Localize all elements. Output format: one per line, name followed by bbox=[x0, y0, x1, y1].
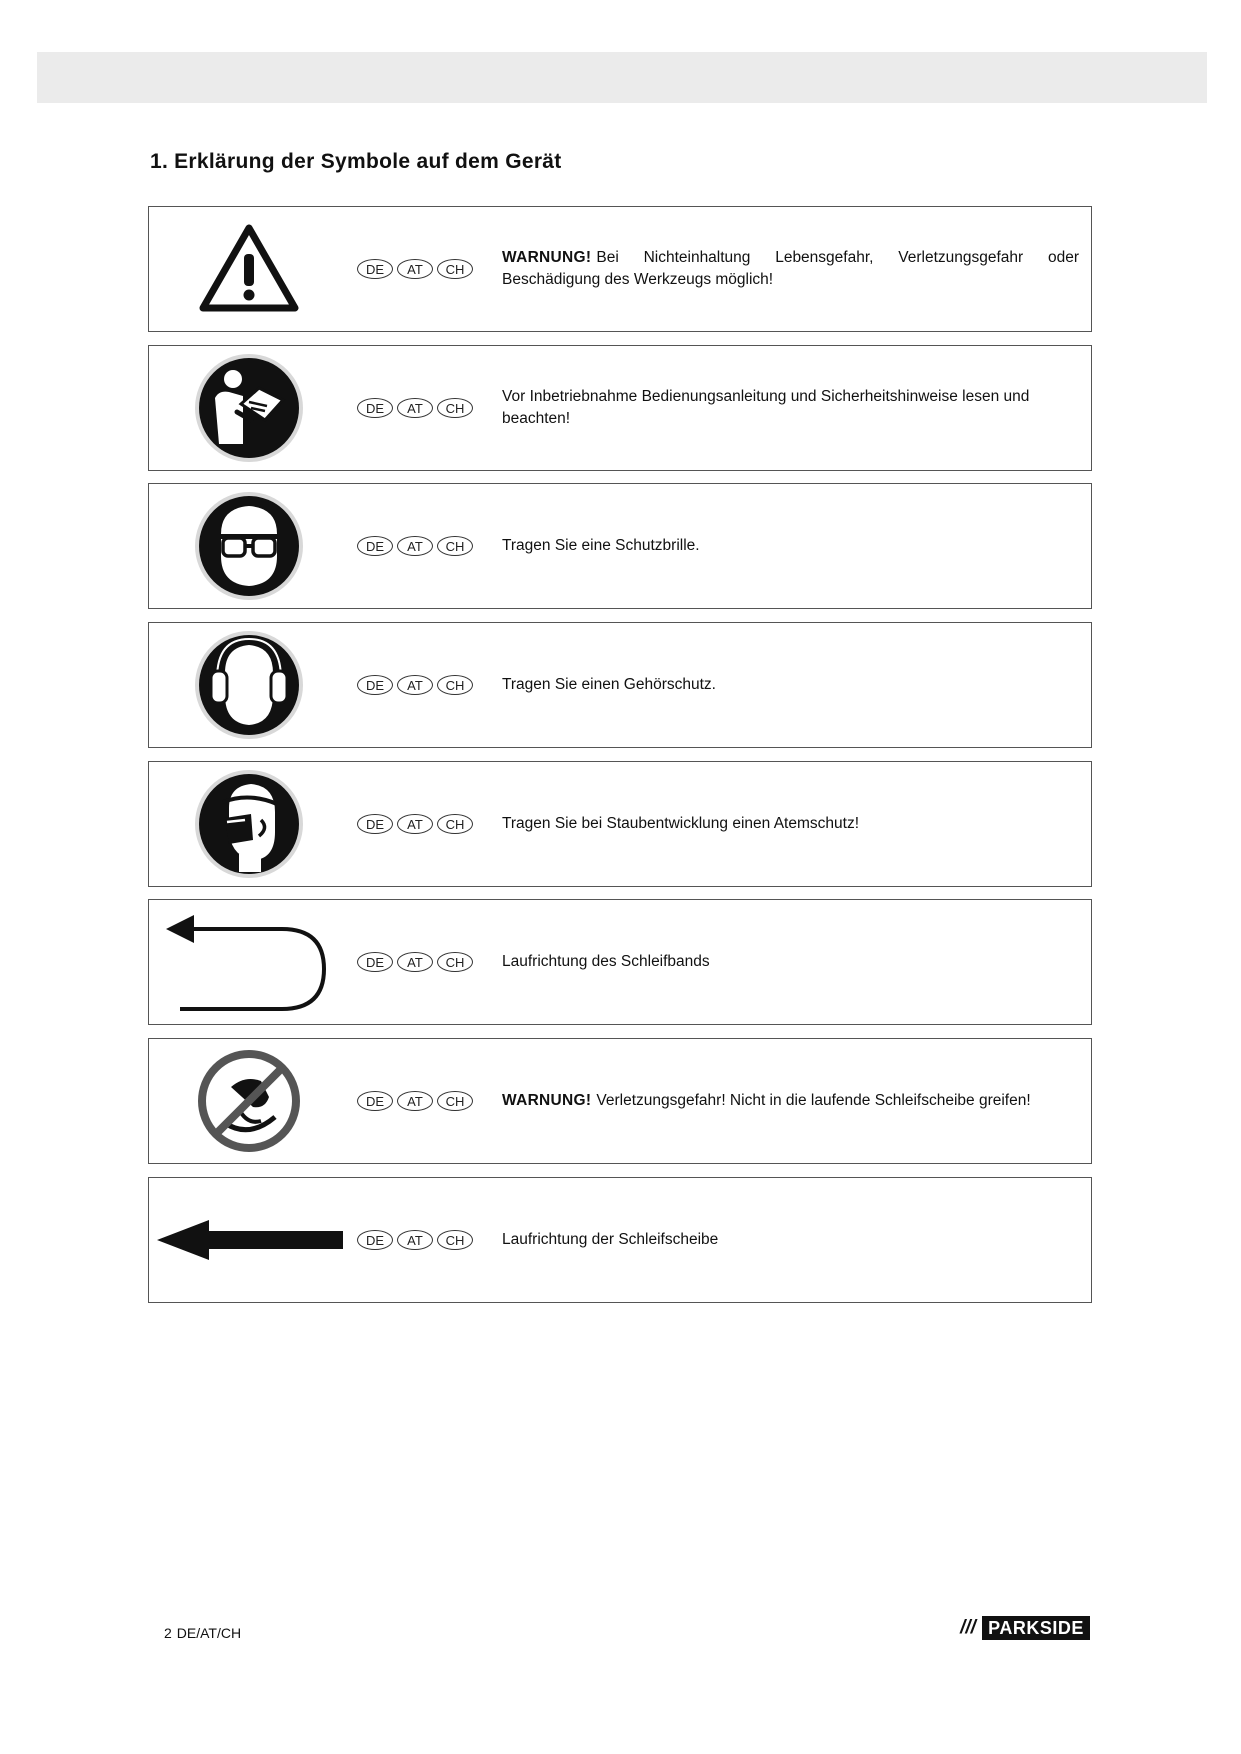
logo-brand: PARKSIDE bbox=[982, 1616, 1090, 1640]
country-badges bbox=[357, 259, 473, 279]
description-text: Verletzungsgefahr! Nicht in die laufende Schleifscheibe greifen! bbox=[596, 1092, 1031, 1109]
badge-at: AT bbox=[397, 398, 433, 418]
symbol-description: Tragen Sie einen Gehörschutz. bbox=[502, 676, 716, 693]
safety-goggles-icon bbox=[149, 484, 349, 608]
section-title bbox=[150, 150, 562, 174]
country-badges bbox=[357, 536, 473, 556]
page-country-label: DE/AT/CH bbox=[176, 1625, 242, 1641]
symbol-description: Tragen Sie bei Staubentwicklung einen Atemschutz! bbox=[502, 815, 859, 832]
badge-at: AT bbox=[397, 259, 433, 279]
read-manual-icon bbox=[149, 346, 349, 470]
belt-direction-arrow-icon bbox=[149, 900, 349, 1024]
warning-label: WARNUNG! bbox=[502, 1092, 592, 1109]
symbol-description: Laufrichtung des Schleifbands bbox=[502, 953, 710, 970]
description-text: Bei Nichteinhaltung Lebensgefahr, Verletzungsgefahr oder Beschädigung des Werkzeugs möglich! bbox=[502, 249, 1079, 288]
badge-ch: CH bbox=[437, 814, 473, 834]
page-footer bbox=[164, 1625, 241, 1641]
symbol-row bbox=[148, 622, 1092, 748]
country-badges bbox=[357, 1230, 473, 1250]
section-title-text: Erklärung der Symbole auf dem Gerät bbox=[174, 150, 562, 173]
badge-at: AT bbox=[397, 1230, 433, 1250]
header-band bbox=[37, 52, 1207, 103]
badge-at: AT bbox=[397, 536, 433, 556]
disc-direction-arrow-icon bbox=[149, 1178, 349, 1302]
badge-at: AT bbox=[397, 952, 433, 972]
ear-protection-icon bbox=[149, 623, 349, 747]
badge-de: DE bbox=[357, 259, 393, 279]
badge-ch: CH bbox=[437, 1230, 473, 1250]
symbol-row bbox=[148, 761, 1092, 887]
badge-de: DE bbox=[357, 1091, 393, 1111]
country-badges bbox=[357, 675, 473, 695]
badge-at: AT bbox=[397, 814, 433, 834]
badge-de: DE bbox=[357, 536, 393, 556]
section-number: 1. bbox=[150, 150, 169, 173]
page-number: 2 bbox=[164, 1625, 172, 1641]
country-badges bbox=[357, 814, 473, 834]
country-badges bbox=[357, 952, 473, 972]
badge-ch: CH bbox=[437, 259, 473, 279]
badge-ch: CH bbox=[437, 536, 473, 556]
badge-de: DE bbox=[357, 814, 393, 834]
symbol-row bbox=[148, 206, 1092, 332]
badge-at: AT bbox=[397, 1091, 433, 1111]
symbol-description bbox=[502, 1090, 1079, 1112]
symbol-description: Tragen Sie eine Schutzbrille. bbox=[502, 537, 700, 554]
symbol-row bbox=[148, 899, 1092, 1025]
badge-ch: CH bbox=[437, 398, 473, 418]
symbol-row bbox=[148, 1038, 1092, 1164]
badge-de: DE bbox=[357, 398, 393, 418]
symbol-row bbox=[148, 345, 1092, 471]
badge-ch: CH bbox=[437, 1091, 473, 1111]
country-badges bbox=[357, 398, 473, 418]
warning-label: WARNUNG! bbox=[502, 249, 592, 266]
badge-at: AT bbox=[397, 675, 433, 695]
no-hand-contact-icon bbox=[149, 1039, 349, 1163]
respirator-icon bbox=[149, 762, 349, 886]
symbol-row bbox=[148, 483, 1092, 609]
logo-slashes: /// bbox=[960, 1617, 976, 1638]
badge-de: DE bbox=[357, 675, 393, 695]
badge-ch: CH bbox=[437, 952, 473, 972]
badge-ch: CH bbox=[437, 675, 473, 695]
symbol-description bbox=[502, 247, 1079, 291]
warning-triangle-icon bbox=[149, 207, 349, 331]
badge-de: DE bbox=[357, 952, 393, 972]
symbol-description: Laufrichtung der Schleifscheibe bbox=[502, 1231, 719, 1248]
symbol-description: Vor Inbetriebnahme Bedienungsanleitung und Sicherheitshinweise lesen und beachten! bbox=[502, 388, 1030, 427]
country-badges bbox=[357, 1091, 473, 1111]
badge-de: DE bbox=[357, 1230, 393, 1250]
parkside-logo bbox=[954, 1616, 1090, 1640]
symbol-row bbox=[148, 1177, 1092, 1303]
